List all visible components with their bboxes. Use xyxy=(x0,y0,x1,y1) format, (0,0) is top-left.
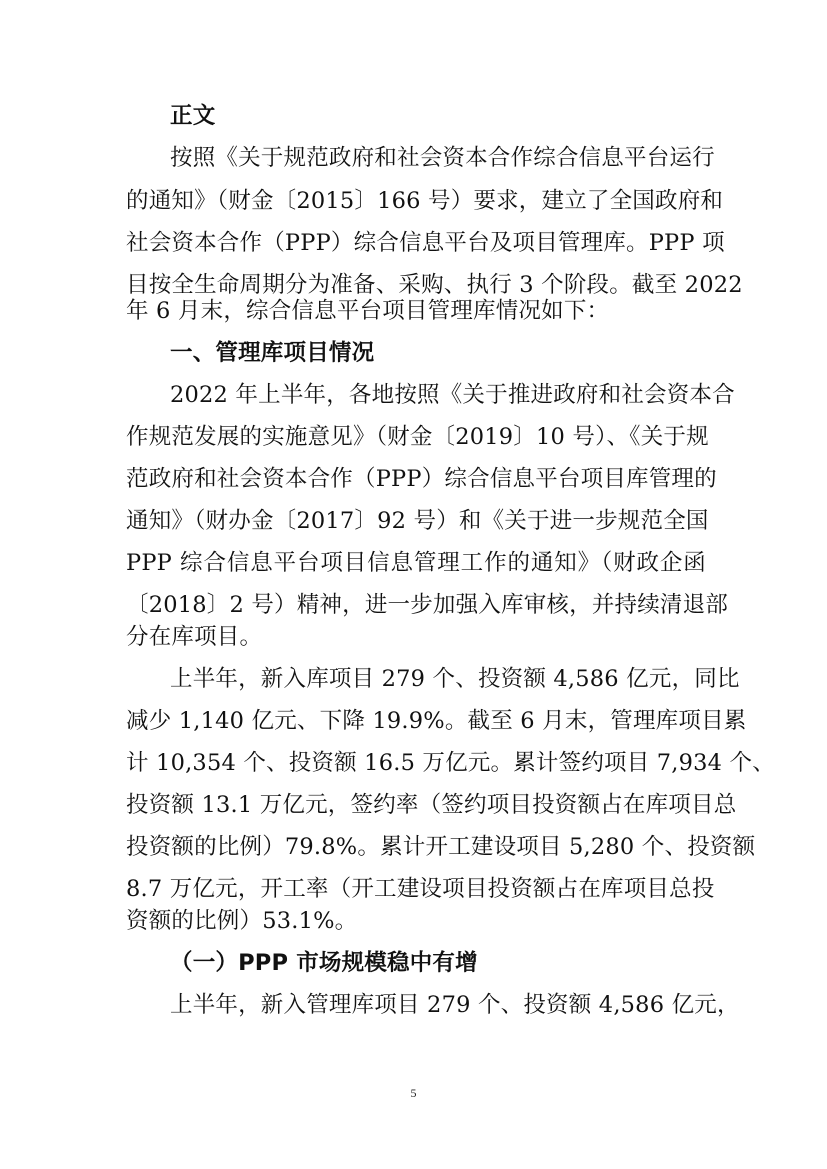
paragraph-line: 上半年，新入管理库项目 279 个、投资额 4,586 亿元， xyxy=(170,992,740,1018)
paragraph-line: 计 10,354 个、投资额 16.5 万亿元。累计签约项目 7,934 个、 xyxy=(126,750,775,776)
paragraph-line: 目按全生命周期分为准备、采购、执行 3 个阶段。截至 2022 xyxy=(126,272,743,298)
paragraph-line: 按照《关于规范政府和社会资本合作综合信息平台运行 xyxy=(170,145,715,171)
paragraph-line: 投资额 13.1 万亿元，签约率（签约项目投资额占在库项目总 xyxy=(126,792,737,818)
paragraph-line: 范政府和社会资本合作（PPP）综合信息平台项目库管理的 xyxy=(126,466,717,492)
paragraph-line: 社会资本合作（PPP）综合信息平台及项目管理库。PPP 项 xyxy=(126,230,725,256)
paragraph-line: 作规范发展的实施意见》（财金〔2019〕10 号）、《关于规 xyxy=(126,424,709,450)
paragraph-line: 年 6 月末，综合信息平台项目管理库情况如下： xyxy=(126,298,610,324)
paragraph-line: 分在库项目。 xyxy=(126,624,263,650)
section-heading-body: 正文 xyxy=(170,103,216,129)
paragraph-line: 8.7 万亿元，开工率（开工建设项目投资额占在库项目总投 xyxy=(126,876,715,902)
paragraph-line: 通知》（财办金〔2017〕92 号）和《关于进一步规范全国 xyxy=(126,508,709,534)
paragraph-line: 上半年，新入库项目 279 个、投资额 4,586 亿元，同比 xyxy=(170,666,740,692)
paragraph-line: 的通知》（财金〔2015〕166 号）要求，建立了全国政府和 xyxy=(126,188,724,214)
paragraph-line: 资额的比例）53.1%。 xyxy=(126,908,358,934)
paragraph-line: 〔2018〕2 号）精神，进一步加强入库审核，并持续清退部 xyxy=(126,592,729,618)
paragraph-line: 2022 年上半年，各地按照《关于推进政府和社会资本合 xyxy=(170,382,735,408)
section-heading-1: 一、管理库项目情况 xyxy=(170,340,375,366)
paragraph-line: 投资额的比例）79.8%。累计开工建设项目 5,280 个、投资额 xyxy=(126,834,756,860)
paragraph-line: PPP 综合信息平台项目信息管理工作的通知》（财政企函 xyxy=(126,550,706,576)
page-number: 5 xyxy=(410,1086,417,1100)
paragraph-line: 减少 1,140 亿元、下降 19.9%。截至 6 月末，管理库项目累 xyxy=(126,708,747,734)
subsection-heading: （一）PPP 市场规模稳中有增 xyxy=(170,950,478,976)
